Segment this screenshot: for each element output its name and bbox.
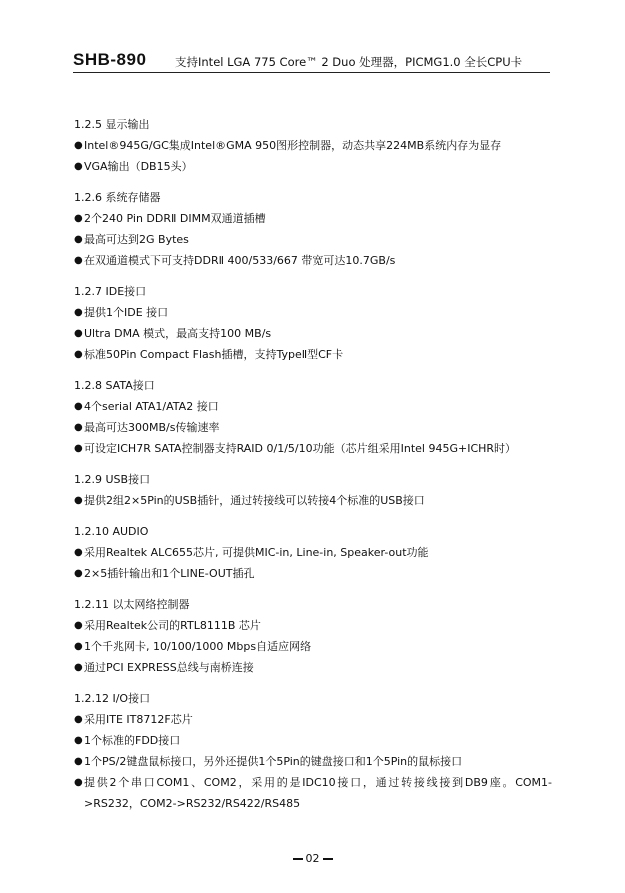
spec-section [74,375,554,459]
bullet-item [74,563,554,584]
bullet-text: 在双通道模式下可支持DDRⅡ 400/533/667 带宽可达10.7GB/s [84,254,396,267]
bullet-item [74,417,554,438]
bullet-icon: ● [74,777,83,788]
bullet-icon: ● [74,307,83,318]
bullet-item [74,156,554,177]
bullet-text: 提供1个IDE 接口 [84,306,169,319]
section-title: 1.2.7 IDE接口 [74,285,147,298]
bullet-text: 1个PS/2键盘鼠标接口，另外还提供1个5Pin的键盘接口和1个5Pin的鼠标接口 [84,755,463,768]
bullet-item [74,636,554,657]
bullet-text: 2个240 Pin DDRⅡ DIMM双通道插槽 [84,212,266,225]
bullet-icon: ● [74,714,83,725]
bullet-item [74,302,554,323]
bullet-text: 可设定ICH7R SATA控制器支持RAID 0/1/5/10功能（芯片组采用Intel 945G+ICHR时） [84,442,517,455]
bullet-icon: ● [74,349,83,360]
bullet-item [74,135,554,156]
section-title: 1.2.8 SATA接口 [74,379,155,392]
spec-section [74,469,554,511]
bullet-icon: ● [74,161,83,172]
bullet-item [74,396,554,417]
bullet-icon: ● [74,641,83,652]
bullet-icon: ● [74,495,83,506]
header-title: 支持Intel LGA 775 Core™ 2 Duo 处理器，PICMG1.0 全长CPU卡 [175,55,523,69]
bullet-icon: ● [74,568,83,579]
bullet-icon: ● [74,401,83,412]
bullet-icon: ● [74,620,83,631]
bullet-icon: ● [74,213,83,224]
section-title: 1.2.6 系统存储器 [74,191,161,204]
bullet-text: 1个千兆网卡, 10/100/1000 Mbps自适应网络 [84,640,312,653]
section-title: 1.2.10 AUDIO [74,525,149,538]
bullet-text: 采用Realtek公司的RTL8111B 芯片 [84,619,261,632]
bullet-text: 4个serial ATA1/ATA2 接口 [84,400,219,413]
bullet-icon: ● [74,756,83,767]
bullet-item [74,615,554,636]
section-title: 1.2.9 USB接口 [74,473,151,486]
bullet-icon: ● [74,443,83,454]
bullet-icon: ● [74,234,83,245]
section-title: 1.2.11 以太网络控制器 [74,598,190,611]
bullet-icon: ● [74,328,83,339]
bullet-item [74,709,554,730]
bullet-text: 采用Realtek ALC655芯片, 可提供MIC-in, Line-in, Speaker-out功能 [84,546,429,559]
bullet-text: 最高可达到2G Bytes [84,233,189,246]
section-title: 1.2.12 I/O接口 [74,692,151,705]
bullet-icon: ● [74,140,83,151]
spec-section [74,594,554,678]
page-number: 02 [305,852,320,865]
bullet-icon: ● [74,255,83,266]
bullet-text: 2×5插针输出和1个LINE-OUT插孔 [84,567,255,580]
bullet-text: 提供2个串口COM1、COM2，采用的是IDC10接口，通过转接线接到DB9座。COM1->RS232，COM2->RS232/RS422/RS485 [84,776,552,810]
bullet-item [74,438,554,459]
section-title: 1.2.5 显示输出 [74,118,150,131]
bullet-text: 采用ITE IT8712F芯片 [84,713,193,726]
footer-dash-right [323,858,333,860]
bullet-item [74,657,554,678]
bullet-item [74,229,554,250]
bullet-item [74,772,554,814]
spec-section [74,281,554,365]
product-model: SHB-890 [73,50,147,69]
bullet-item [74,490,554,511]
bullet-item [74,208,554,229]
bullet-item [74,344,554,365]
bullet-text: 最高可达300MB/s传输速率 [84,421,220,434]
bullet-item [74,323,554,344]
bullet-item [74,751,554,772]
bullet-text: 1个标准的FDD接口 [84,734,181,747]
spec-section [74,688,554,814]
page-header [73,50,550,73]
bullet-item [74,250,554,271]
spec-content [74,114,554,824]
spec-section [74,187,554,271]
bullet-text: 通过PCI EXPRESS总线与南桥连接 [84,661,254,674]
bullet-text: VGA输出（DB15头） [84,160,193,173]
bullet-text: 标准50Pin Compact Flash插槽，支持TypeⅡ型CF卡 [84,348,344,361]
spec-section [74,114,554,177]
page-footer [0,852,625,865]
footer-dash-left [293,858,303,860]
bullet-item [74,730,554,751]
spec-section [74,521,554,584]
bullet-item [74,542,554,563]
bullet-text: Intel®945G/GC集成Intel®GMA 950图形控制器，动态共享224MB系统内存为显存 [84,139,502,152]
bullet-icon: ● [74,547,83,558]
bullet-text: Ultra DMA 模式，最高支持100 MB/s [84,327,272,340]
bullet-icon: ● [74,662,83,673]
bullet-text: 提供2组2×5Pin的USB插针，通过转接线可以转接4个标准的USB接口 [84,494,425,507]
bullet-icon: ● [74,735,83,746]
bullet-icon: ● [74,422,83,433]
